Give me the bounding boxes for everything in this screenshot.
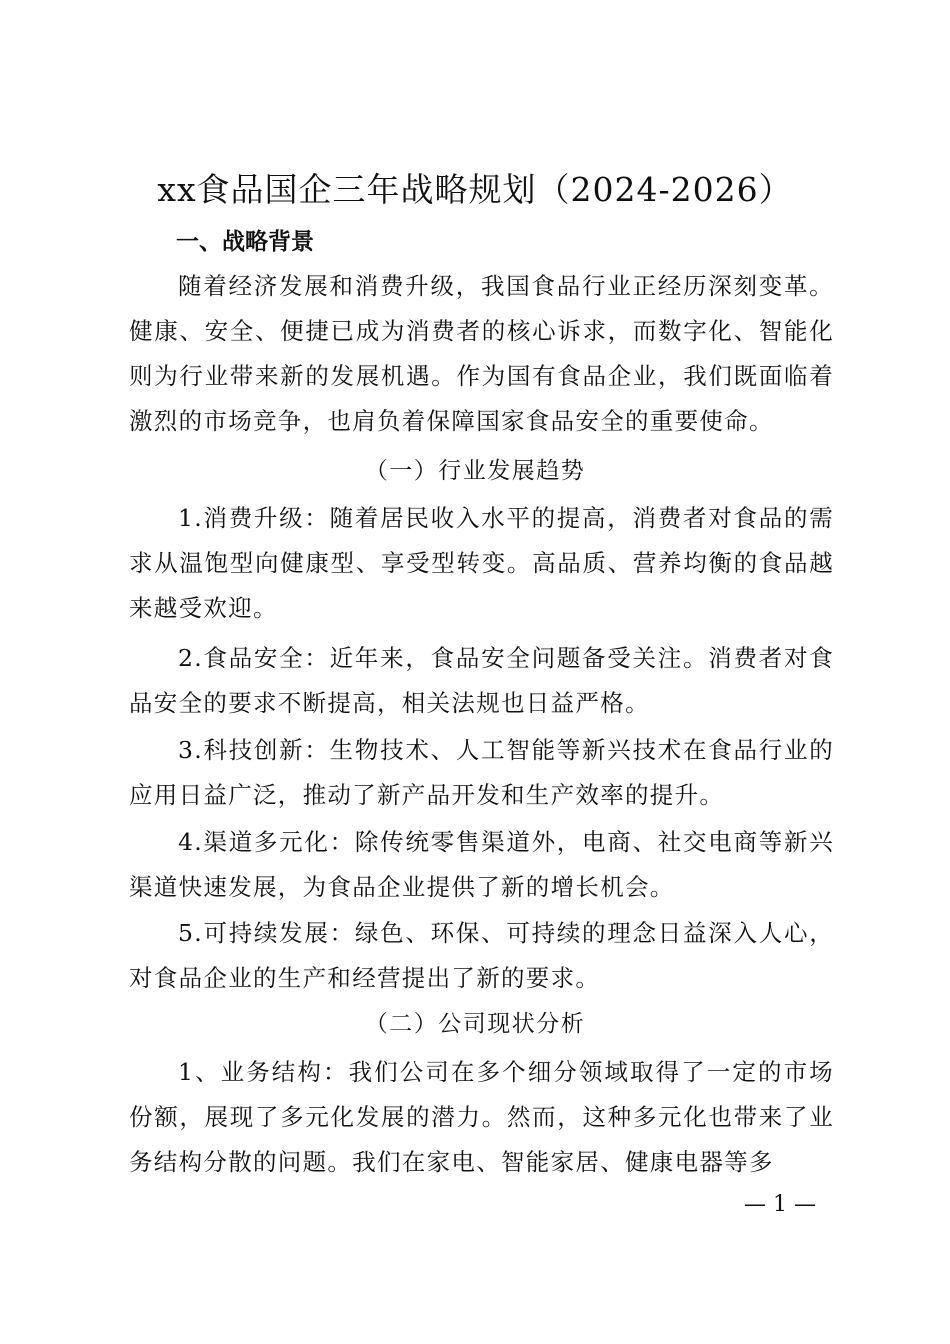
trend-item-sustainability: 5.可持续发展：绿色、环保、可持续的理念日益深入人心，对食品企业的生产和经营提出了新的要求。 [129,919,834,992]
intro-paragraph: 随着经济发展和消费升级，我国食品行业正经历深刻变革。健康、安全、便捷已成为消费者的核心诉求，而数字化、智能化则为行业带来新的发展机遇。作为国有食品企业，我们既面临着激烈的市场竞争，也肩负着保障国家食品安全的重要使命。 [129,272,834,435]
page-number: — 1 — [744,1192,816,1217]
subsection-heading-company-status: （二）公司现状分析 [364,1011,586,1037]
trend-item-food-safety: 2.食品安全：近年来，食品安全问题备受关注。消费者对食品安全的要求不断提高，相关法规也日益严格。 [129,644,834,717]
subsection-heading-industry-trends: （一）行业发展趋势 [364,458,586,484]
trend-item-tech-innovation: 3.科技创新：生物技术、人工智能等新兴技术在食品行业的应用日益广泛，推动了新产品开发和生产效率的提升。 [129,736,834,809]
trend-item-consumption-upgrade: 1.消费升级：随着居民收入水平的提高，消费者对食品的需求从温饱型向健康型、享受型转变。高品质、营养均衡的食品越来越受欢迎。 [129,504,834,622]
section-heading-strategy-background: 一、战略背景 [176,229,314,255]
document-title: xx食品国企三年战略规划（2024-2026） [157,170,793,209]
status-paragraph: 1、业务结构：我们公司在多个细分领域取得了一定的市场份额，展现了多元化发展的潜力。然而，这种多元化也带来了业务结构分散的问题。我们在家电、智能家居、健康电器等多 [129,1058,834,1176]
trend-item-channel-diversification: 4.渠道多元化：除传统零售渠道外，电商、社交电商等新兴渠道快速发展，为食品企业提供了新的增长机会。 [129,828,834,901]
